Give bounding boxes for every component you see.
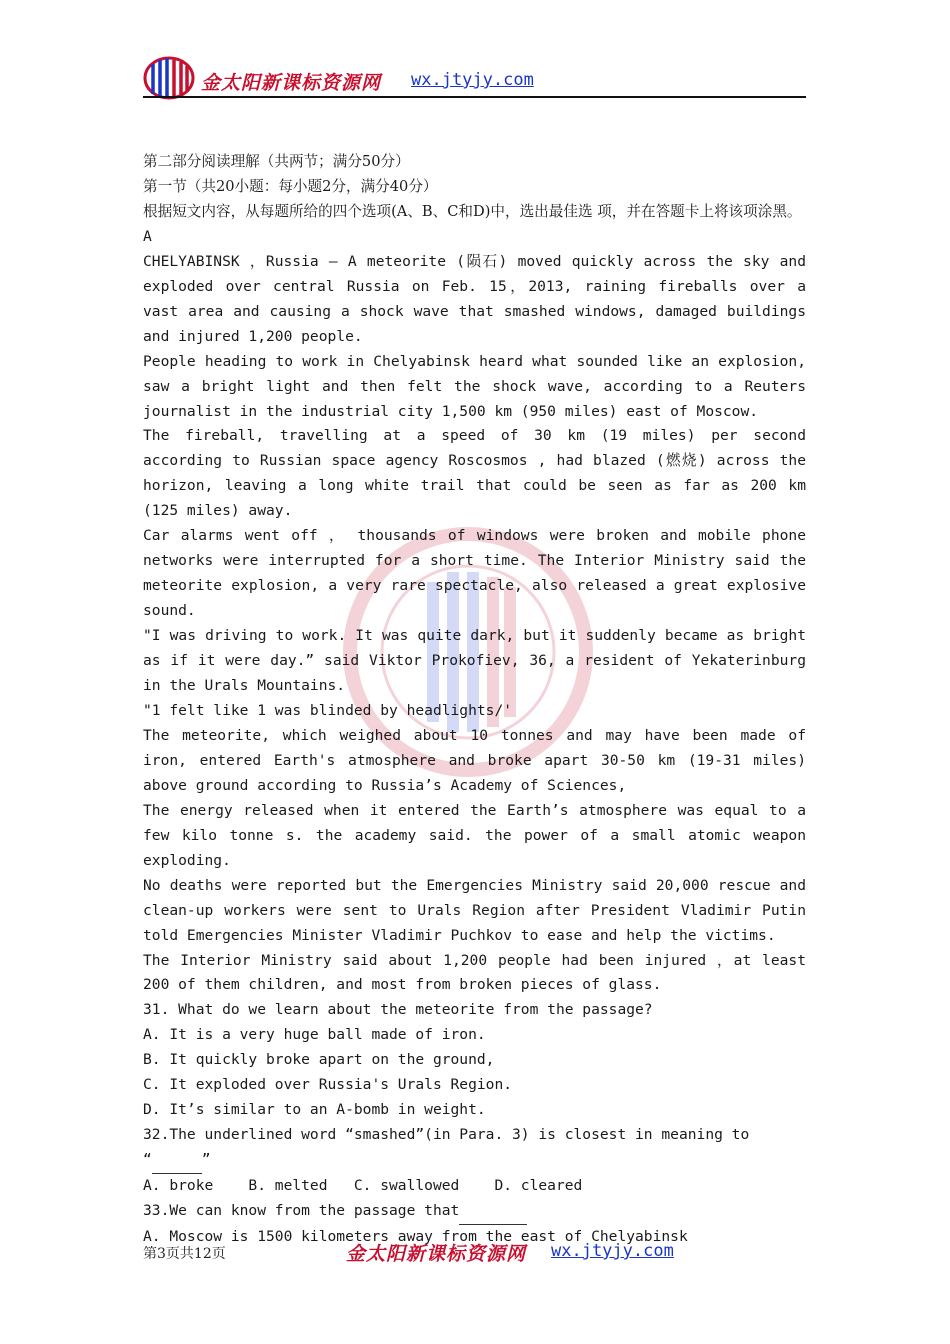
- subsection-title: 第一节（共20小题：每小题2分，满分40分）: [143, 177, 438, 195]
- page-number: 第3页共12页: [143, 1246, 226, 1262]
- question-31-option-b: B. It quickly broke apart on the ground,: [143, 1051, 495, 1069]
- passage-paragraph: The energy released when it entered the Earth’s atmosphere was equal to a few kilo tonne s. the academy said. the power of a small atomic weapon exploding.: [143, 801, 806, 869]
- footer-url-link[interactable]: wx.jtyjy.com: [551, 1241, 674, 1261]
- passage-paragraph: CHELYABINSK ，Russia — A meteorite (陨石) moved quickly across the sky and exploded over central Russia on Feb. 15，2013, raining fireballs over a vast area and causing a shock wave that smashed windows, damaged buildings and injured 1,200 people.: [143, 252, 806, 345]
- question-31-option-d: D. It’s similar to an A-bomb in weight.: [143, 1101, 486, 1119]
- question-33-line: [143, 1199, 806, 1225]
- footer-brand: 金太阳新课标资源网: [346, 1243, 527, 1265]
- question-32-stem: 32.The underlined word “smashed”(in Para. 3) is closest in meaning to: [143, 1126, 750, 1144]
- passage-label: A: [143, 227, 152, 245]
- passage-paragraph: People heading to work in Chelyabinsk heard what sounded like an explosion, saw a bright light and then felt the shock wave, according to a Reuters journalist in the industrial city 1,500 km (950 miles) east of Moscow.: [143, 352, 806, 420]
- header-url-link[interactable]: wx.jtyjy.com: [411, 70, 534, 90]
- question-32-blank-line: [143, 1148, 806, 1174]
- page-header: [143, 52, 806, 100]
- passage-paragraph: "I was driving to work. It was quite dark, but it suddenly became as bright as if it were day.” said Viktor Prokofiev, 36, a resident of Yekaterinburg in the Urals Mountains.: [143, 627, 806, 695]
- question-33-option-a: A. Moscow is 1500 kilometers away from the east of Chelyabinsk: [143, 1227, 688, 1245]
- passage-paragraph: No deaths were reported but the Emergencies Ministry said 20,000 rescue and clean-up workers were sent to Urals Region after President Vladimir Putin told Emergencies Minister Vladimir Puchkov to ease and help the victims.: [143, 876, 806, 944]
- passage-paragraph: Car alarms went off ， thousands of windows were broken and mobile phone networks were interrupted for a short time. The Interior Ministry said the meteorite explosion, a very rare spectacle, also released a great explosive sound.: [143, 527, 806, 620]
- question-33-stem: 33.We can know from the passage that: [143, 1202, 460, 1220]
- passage-paragraph: The fireball, travelling at a speed of 30 km (19 miles) per second according to Russian space agency Roscosmos , had blazed (燃烧) across the horizon, leaving a long white trail that could be seen as far as 200 km (125 miles) away.: [143, 427, 806, 520]
- header-divider: [143, 96, 806, 98]
- question-31-stem: 31. What do we learn about the meteorite from the passage?: [143, 1001, 653, 1019]
- answer-blank: [459, 1199, 527, 1225]
- passage-paragraph: The Interior Ministry said about 1,200 people had been injured ，at least 200 of them children, and most from broken pieces of glass.: [143, 951, 806, 994]
- answer-blank: [152, 1148, 202, 1174]
- instruction-text: 根据短文内容，从每题所给的四个选项(A、B、C和D)中，选出最佳选 项，并在答题卡上将该项涂黑。: [143, 202, 802, 220]
- part-title: 第二部分阅读理解（共两节；满分50分）: [143, 153, 410, 170]
- passage-paragraph: "1 felt like 1 was blinded by headlights/': [143, 701, 513, 719]
- question-32-options: A. broke B. melted C. swallowed D. cleared: [143, 1177, 583, 1195]
- question-31-option-a: A. It is a very huge ball made of iron.: [143, 1026, 486, 1044]
- passage-paragraph: The meteorite, which weighed about 10 tonnes and may have been made of iron, entered Earth's atmosphere and broke apart 30-50 km (19-31 miles) above ground according to Russia’s Academy of Sciences,: [143, 726, 806, 794]
- header-brand: 金太阳新课标资源网: [201, 72, 382, 94]
- close-quote: ”: [201, 1151, 211, 1169]
- reading-content: [143, 150, 806, 1250]
- jty-logo-icon: [143, 54, 195, 100]
- open-quote: “: [143, 1151, 152, 1169]
- question-31-option-c: C. It exploded over Russia's Urals Region.: [143, 1076, 513, 1094]
